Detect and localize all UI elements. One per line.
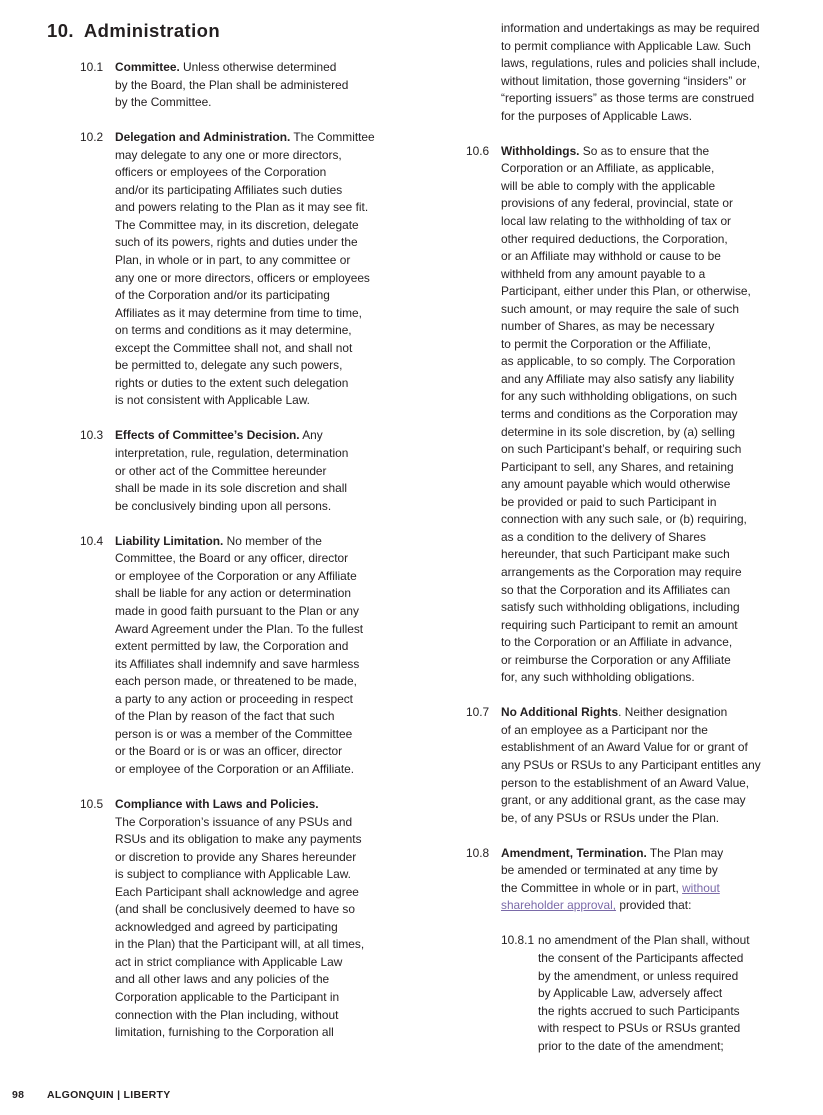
text-line xyxy=(538,950,806,968)
line-text: as applicable, to so comply. The Corporation xyxy=(501,354,736,369)
line-text: or the Board or is or was an officer, director xyxy=(115,744,343,759)
text-line xyxy=(501,231,806,249)
text-line xyxy=(115,427,420,445)
text-line xyxy=(501,669,806,687)
text-line xyxy=(115,761,420,779)
clause-10-5 xyxy=(80,796,420,1042)
text-line xyxy=(501,652,806,670)
clause-number: 10.8 xyxy=(466,845,490,860)
line-text: of an employee as a Participant nor the xyxy=(501,722,708,737)
line-text: So as to ensure that the xyxy=(579,143,710,158)
line-text: is subject to compliance with Applicable Law. xyxy=(115,867,351,882)
line-text: Award Agreement under the Plan. To the fullest xyxy=(115,621,364,636)
text-line xyxy=(501,301,806,319)
text-line xyxy=(115,77,420,95)
text-line xyxy=(501,845,806,863)
line-text: and powers relating to the Plan as it may see fit. xyxy=(115,200,369,215)
clause-title: No Additional Rights xyxy=(501,705,619,720)
text-line xyxy=(501,55,806,73)
text-line xyxy=(115,533,420,551)
line-text: provisions of any federal, provincial, state or xyxy=(501,196,733,211)
line-text: Participant to sell, any Shares, and retaining xyxy=(501,459,734,474)
line-text: laws, regulations, rules and policies shall include, xyxy=(501,56,761,71)
clause-10-3 xyxy=(80,427,420,515)
line-text: so that the Corporation and its Affiliates can xyxy=(501,582,731,597)
text-line xyxy=(115,147,420,165)
line-text: The Committee may, in its discretion, delegate xyxy=(115,217,359,232)
text-line xyxy=(501,266,806,284)
text-line xyxy=(115,901,420,919)
line-text: each person made, or threatened to be made, xyxy=(115,674,357,689)
line-text: connection with any such sale, or (b) requiring, xyxy=(501,512,747,527)
text-line xyxy=(501,38,806,56)
text-line xyxy=(501,336,806,354)
text-line xyxy=(115,831,420,849)
clause-10-4 xyxy=(80,533,420,779)
clause-title: Compliance with Laws and Policies. xyxy=(115,796,319,811)
clause-number: 10.1 xyxy=(80,60,104,74)
clause-number: 10.7 xyxy=(466,705,490,720)
line-text: shall be liable for any action or determination xyxy=(115,586,351,601)
line-text: Corporation or an Affiliate, as applicable, xyxy=(501,161,715,176)
line-text: Plan, in whole or in part, to any committee or xyxy=(115,253,351,268)
line-text: determine in its sole discretion, by (a) selling xyxy=(501,424,735,439)
text-line xyxy=(501,862,806,880)
line-text: rights or duties to the extent such delegation xyxy=(115,375,349,390)
text-line xyxy=(501,424,806,442)
line-text: be conclusively binding upon all persons. xyxy=(115,498,332,513)
text-line xyxy=(501,90,806,108)
text-line xyxy=(501,739,806,757)
line-text: of the Corporation and/or its participating xyxy=(115,288,330,303)
text-line xyxy=(115,498,420,516)
line-text: The Plan may xyxy=(646,845,724,860)
text-line xyxy=(501,20,806,38)
line-text: or an Affiliate may withhold or cause to be xyxy=(501,249,721,264)
text-line xyxy=(115,743,420,761)
line-text: Each Participant shall acknowledge and agree xyxy=(115,884,359,899)
clause-title: Delegation and Administration. xyxy=(115,130,291,145)
line-text: connection with the Plan including, without xyxy=(115,1007,339,1022)
text-line xyxy=(115,1007,420,1025)
clause-title: Amendment, Termination. xyxy=(501,845,647,860)
line-text: and/or its participating Affiliates such duties xyxy=(115,182,343,197)
text-line xyxy=(538,968,806,986)
text-line xyxy=(115,445,420,463)
line-text: of the Plan by reason of the fact that such xyxy=(115,709,335,724)
line-text: for the purposes of Applicable Laws. xyxy=(501,108,693,123)
line-text: made in good faith pursuant to the Plan or any xyxy=(115,603,359,618)
text-line xyxy=(501,388,806,406)
line-text: interpretation, rule, regulation, determination xyxy=(115,446,349,461)
text-line xyxy=(501,757,806,775)
text-line xyxy=(501,371,806,389)
section-heading xyxy=(47,20,220,42)
line-text: the Committee in whole or in part, xyxy=(501,880,683,895)
line-text: Participant, either under this Plan, or otherwise, xyxy=(501,284,751,299)
clause-10-2 xyxy=(80,129,420,410)
line-text: to permit the Corporation or the Affiliate, xyxy=(501,336,711,351)
text-line xyxy=(115,340,420,358)
line-text: or other act of the Committee hereunder xyxy=(115,463,327,478)
text-line xyxy=(115,638,420,656)
line-text: “reporting issuers” as those terms are construed xyxy=(501,91,755,106)
clause-number: 10.5 xyxy=(80,796,104,811)
line-text: establishment of an Award Value for or grant of xyxy=(501,740,748,755)
page-footer xyxy=(12,1089,171,1101)
text-line xyxy=(115,936,420,954)
text-line xyxy=(115,322,420,340)
page-number: 98 xyxy=(12,1089,25,1101)
text-line xyxy=(115,919,420,937)
line-text: terms and conditions as the Corporation may xyxy=(501,407,738,422)
line-text: on such Participant’s behalf, or requiring such xyxy=(501,442,742,457)
line-text: no amendment of the Plan shall, without xyxy=(538,933,750,948)
footer-brand: ALGONQUIN | LIBERTY xyxy=(47,1089,171,1101)
section-number: 10. xyxy=(47,20,74,41)
line-text: shall be made in its sole discretion and shall xyxy=(115,481,347,496)
text-line xyxy=(115,866,420,884)
text-line xyxy=(115,814,420,832)
text-line xyxy=(115,989,420,1007)
line-text: by Applicable Law, adversely affect xyxy=(538,986,723,1001)
clause-number: 10.3 xyxy=(80,428,104,443)
clause-10-6 xyxy=(466,143,806,687)
text-line xyxy=(115,480,420,498)
text-line xyxy=(501,353,806,371)
text-line xyxy=(501,476,806,494)
line-text: person to the establishment of an Award Value, xyxy=(501,775,750,790)
text-line xyxy=(501,178,806,196)
text-line xyxy=(501,73,806,91)
line-text: No member of the xyxy=(223,533,322,548)
line-text: number of Shares, as may be necessary xyxy=(501,319,715,334)
text-line xyxy=(115,182,420,200)
text-line xyxy=(115,691,420,709)
line-text: any one or more directors, officers or employees xyxy=(115,270,370,285)
line-text: limitation, furnishing to the Corporation all xyxy=(115,1025,334,1040)
text-line xyxy=(501,792,806,810)
text-line xyxy=(115,305,420,323)
line-text: be, of any PSUs or RSUs under the Plan. xyxy=(501,810,720,825)
text-line xyxy=(501,283,806,301)
line-text: by the Committee. xyxy=(115,95,212,110)
section-title: Administration xyxy=(83,20,221,41)
text-line xyxy=(115,129,420,147)
line-text: acknowledged and agreed by participating xyxy=(115,919,338,934)
clause-10-7 xyxy=(466,704,806,827)
line-text: the rights accrued to such Participants xyxy=(538,1003,740,1018)
line-text: or employee of the Corporation or an Affiliate. xyxy=(115,761,355,776)
line-text: any PSUs or RSUs to any Participant entitles any xyxy=(501,757,761,772)
text-line xyxy=(501,722,806,740)
text-line xyxy=(501,564,806,582)
line-text: as a condition to the delivery of Shares xyxy=(501,529,706,544)
line-text: or employee of the Corporation or any Affiliate xyxy=(115,568,357,583)
line-text: requiring such Participant to remit an amount xyxy=(501,617,738,632)
text-line xyxy=(115,234,420,252)
text-line xyxy=(115,270,420,288)
text-line xyxy=(501,880,806,898)
line-text: any amount payable which would otherwise xyxy=(501,477,731,492)
text-line xyxy=(115,884,420,902)
clause-10-1 xyxy=(80,59,420,112)
text-line xyxy=(115,603,420,621)
text-line xyxy=(501,810,806,828)
clause-number: 10.6 xyxy=(466,143,490,158)
text-line xyxy=(115,164,420,182)
shareholder-approval-link[interactable]: without xyxy=(682,880,720,895)
text-line xyxy=(501,143,806,161)
line-text: for any such withholding obligations, on such xyxy=(501,389,737,404)
line-text: for, any such withholding obligations. xyxy=(501,670,695,685)
text-line xyxy=(115,585,420,603)
line-text: Unless otherwise determined xyxy=(179,60,337,74)
line-text: such amount, or may require the sale of such xyxy=(501,301,739,316)
line-text: will be able to comply with the applicable xyxy=(501,178,716,193)
text-line xyxy=(501,441,806,459)
line-text: withheld from any amount payable to a xyxy=(501,266,706,281)
clause-number: 10.8.1 xyxy=(501,933,535,948)
clause-title: Liability Limitation. xyxy=(115,533,224,548)
text-line xyxy=(115,217,420,235)
clause-number: 10.4 xyxy=(80,533,104,548)
line-text: officers or employees of the Corporation xyxy=(115,165,327,180)
line-text: be permitted to, delegate any such powers, xyxy=(115,358,343,373)
line-text: hereunder, that such Participant make such xyxy=(501,547,730,562)
line-text: information and undertakings as may be required xyxy=(501,21,760,35)
line-text: by the Board, the Plan shall be administered xyxy=(115,77,349,92)
text-line xyxy=(115,708,420,726)
left-column xyxy=(80,59,420,1059)
text-line xyxy=(501,318,806,336)
text-line xyxy=(538,1038,806,1056)
text-line xyxy=(115,59,420,77)
line-text: extent permitted by law, the Corporation and xyxy=(115,639,349,654)
text-line xyxy=(501,634,806,652)
text-line xyxy=(115,954,420,972)
line-text: to the Corporation or an Affiliate in advance, xyxy=(501,635,733,650)
text-line xyxy=(115,287,420,305)
line-text: Any xyxy=(299,428,323,443)
text-line xyxy=(538,1003,806,1021)
line-text: and all other laws and any policies of the xyxy=(115,972,330,987)
line-text: Corporation applicable to the Participant in xyxy=(115,989,340,1004)
text-line xyxy=(115,726,420,744)
line-text: without limitation, those governing “insiders” or xyxy=(501,73,747,88)
line-text: a party to any action or proceeding in respect xyxy=(115,691,353,706)
line-text: grant, or any additional grant, as the case may xyxy=(501,793,746,808)
text-line xyxy=(115,252,420,270)
line-text: or reimburse the Corporation or any Affiliate xyxy=(501,652,731,667)
clause-title: Effects of Committee’s Decision. xyxy=(115,428,300,443)
text-line xyxy=(501,582,806,600)
text-line xyxy=(501,511,806,529)
line-text: act in strict compliance with Applicable Law xyxy=(115,954,343,969)
line-text: be amended or terminated at any time by xyxy=(501,863,718,878)
text-line xyxy=(501,459,806,477)
text-line xyxy=(115,463,420,481)
line-text: arrangements as the Corporation may require xyxy=(501,564,742,579)
text-line xyxy=(115,673,420,691)
line-text: or discretion to provide any Shares hereunder xyxy=(115,849,357,864)
text-line xyxy=(501,213,806,231)
text-line xyxy=(115,796,420,814)
line-text: Affiliates as it may determine from time to time, xyxy=(115,305,362,320)
text-line xyxy=(115,199,420,217)
line-text: (and shall be conclusively deemed to have so xyxy=(115,902,355,917)
line-text: in the Plan) that the Participant will, at all times, xyxy=(115,937,365,952)
text-line xyxy=(115,568,420,586)
text-line xyxy=(501,108,806,126)
text-line xyxy=(115,375,420,393)
line-text: satisfy such withholding obligations, including xyxy=(501,600,740,615)
clause-continued xyxy=(466,20,806,125)
line-text: is not consistent with Applicable Law. xyxy=(115,393,310,408)
line-text: except the Committee shall not, and shall not xyxy=(115,340,353,355)
text-line xyxy=(538,1020,806,1038)
text-line xyxy=(501,160,806,178)
text-line xyxy=(115,621,420,639)
line-text: provided that: xyxy=(616,898,692,913)
text-line xyxy=(501,494,806,512)
text-line xyxy=(115,849,420,867)
text-line xyxy=(501,704,806,722)
shareholder-approval-link[interactable]: shareholder approval, xyxy=(501,898,617,913)
line-text: . Neither designation xyxy=(618,705,728,720)
line-text: and any Affiliate may also satisfy any liability xyxy=(501,371,735,386)
line-text: with respect to PSUs or RSUs granted xyxy=(538,1021,741,1036)
line-text: may delegate to any one or more directors, xyxy=(115,147,342,162)
line-text: to permit compliance with Applicable Law. Such xyxy=(501,38,751,53)
text-line xyxy=(538,932,806,950)
right-column xyxy=(466,20,806,1073)
text-line xyxy=(115,550,420,568)
text-line xyxy=(501,599,806,617)
line-text: RSUs and its obligation to make any payments xyxy=(115,832,362,847)
line-text: prior to the date of the amendment; xyxy=(538,1038,724,1053)
clause-10-8-1 xyxy=(466,932,806,1055)
line-text: local law relating to the withholding of tax or xyxy=(501,214,732,229)
text-line xyxy=(115,392,420,410)
text-line xyxy=(538,985,806,1003)
text-line xyxy=(501,546,806,564)
text-line xyxy=(501,529,806,547)
text-line xyxy=(501,897,806,915)
text-line xyxy=(115,357,420,375)
text-line xyxy=(501,406,806,424)
line-text: on terms and conditions as it may determine, xyxy=(115,323,352,338)
line-text: person is or was a member of the Committee xyxy=(115,726,353,741)
line-text: Committee, the Board or any officer, director xyxy=(115,551,349,566)
clause-10-8 xyxy=(466,845,806,915)
clause-title: Withholdings. xyxy=(501,143,580,158)
text-line xyxy=(501,617,806,635)
line-text: be provided or paid to such Participant in xyxy=(501,494,717,509)
text-line xyxy=(501,248,806,266)
text-line xyxy=(115,1024,420,1042)
text-line xyxy=(115,971,420,989)
line-text: its Affiliates shall indemnify and save harmless xyxy=(115,656,360,671)
line-text: The Committee xyxy=(290,130,375,145)
text-line xyxy=(501,775,806,793)
line-text: such of its powers, rights and duties under the xyxy=(115,235,358,250)
clause-number: 10.2 xyxy=(80,130,104,145)
line-text: the consent of the Participants affected xyxy=(538,950,744,965)
text-line xyxy=(115,94,420,112)
text-line xyxy=(115,656,420,674)
line-text: The Corporation’s issuance of any PSUs and xyxy=(115,814,353,829)
line-text: other required deductions, the Corporation, xyxy=(501,231,728,246)
line-text: by the amendment, or unless required xyxy=(538,968,739,983)
clause-title: Committee. xyxy=(115,60,180,74)
text-line xyxy=(501,195,806,213)
